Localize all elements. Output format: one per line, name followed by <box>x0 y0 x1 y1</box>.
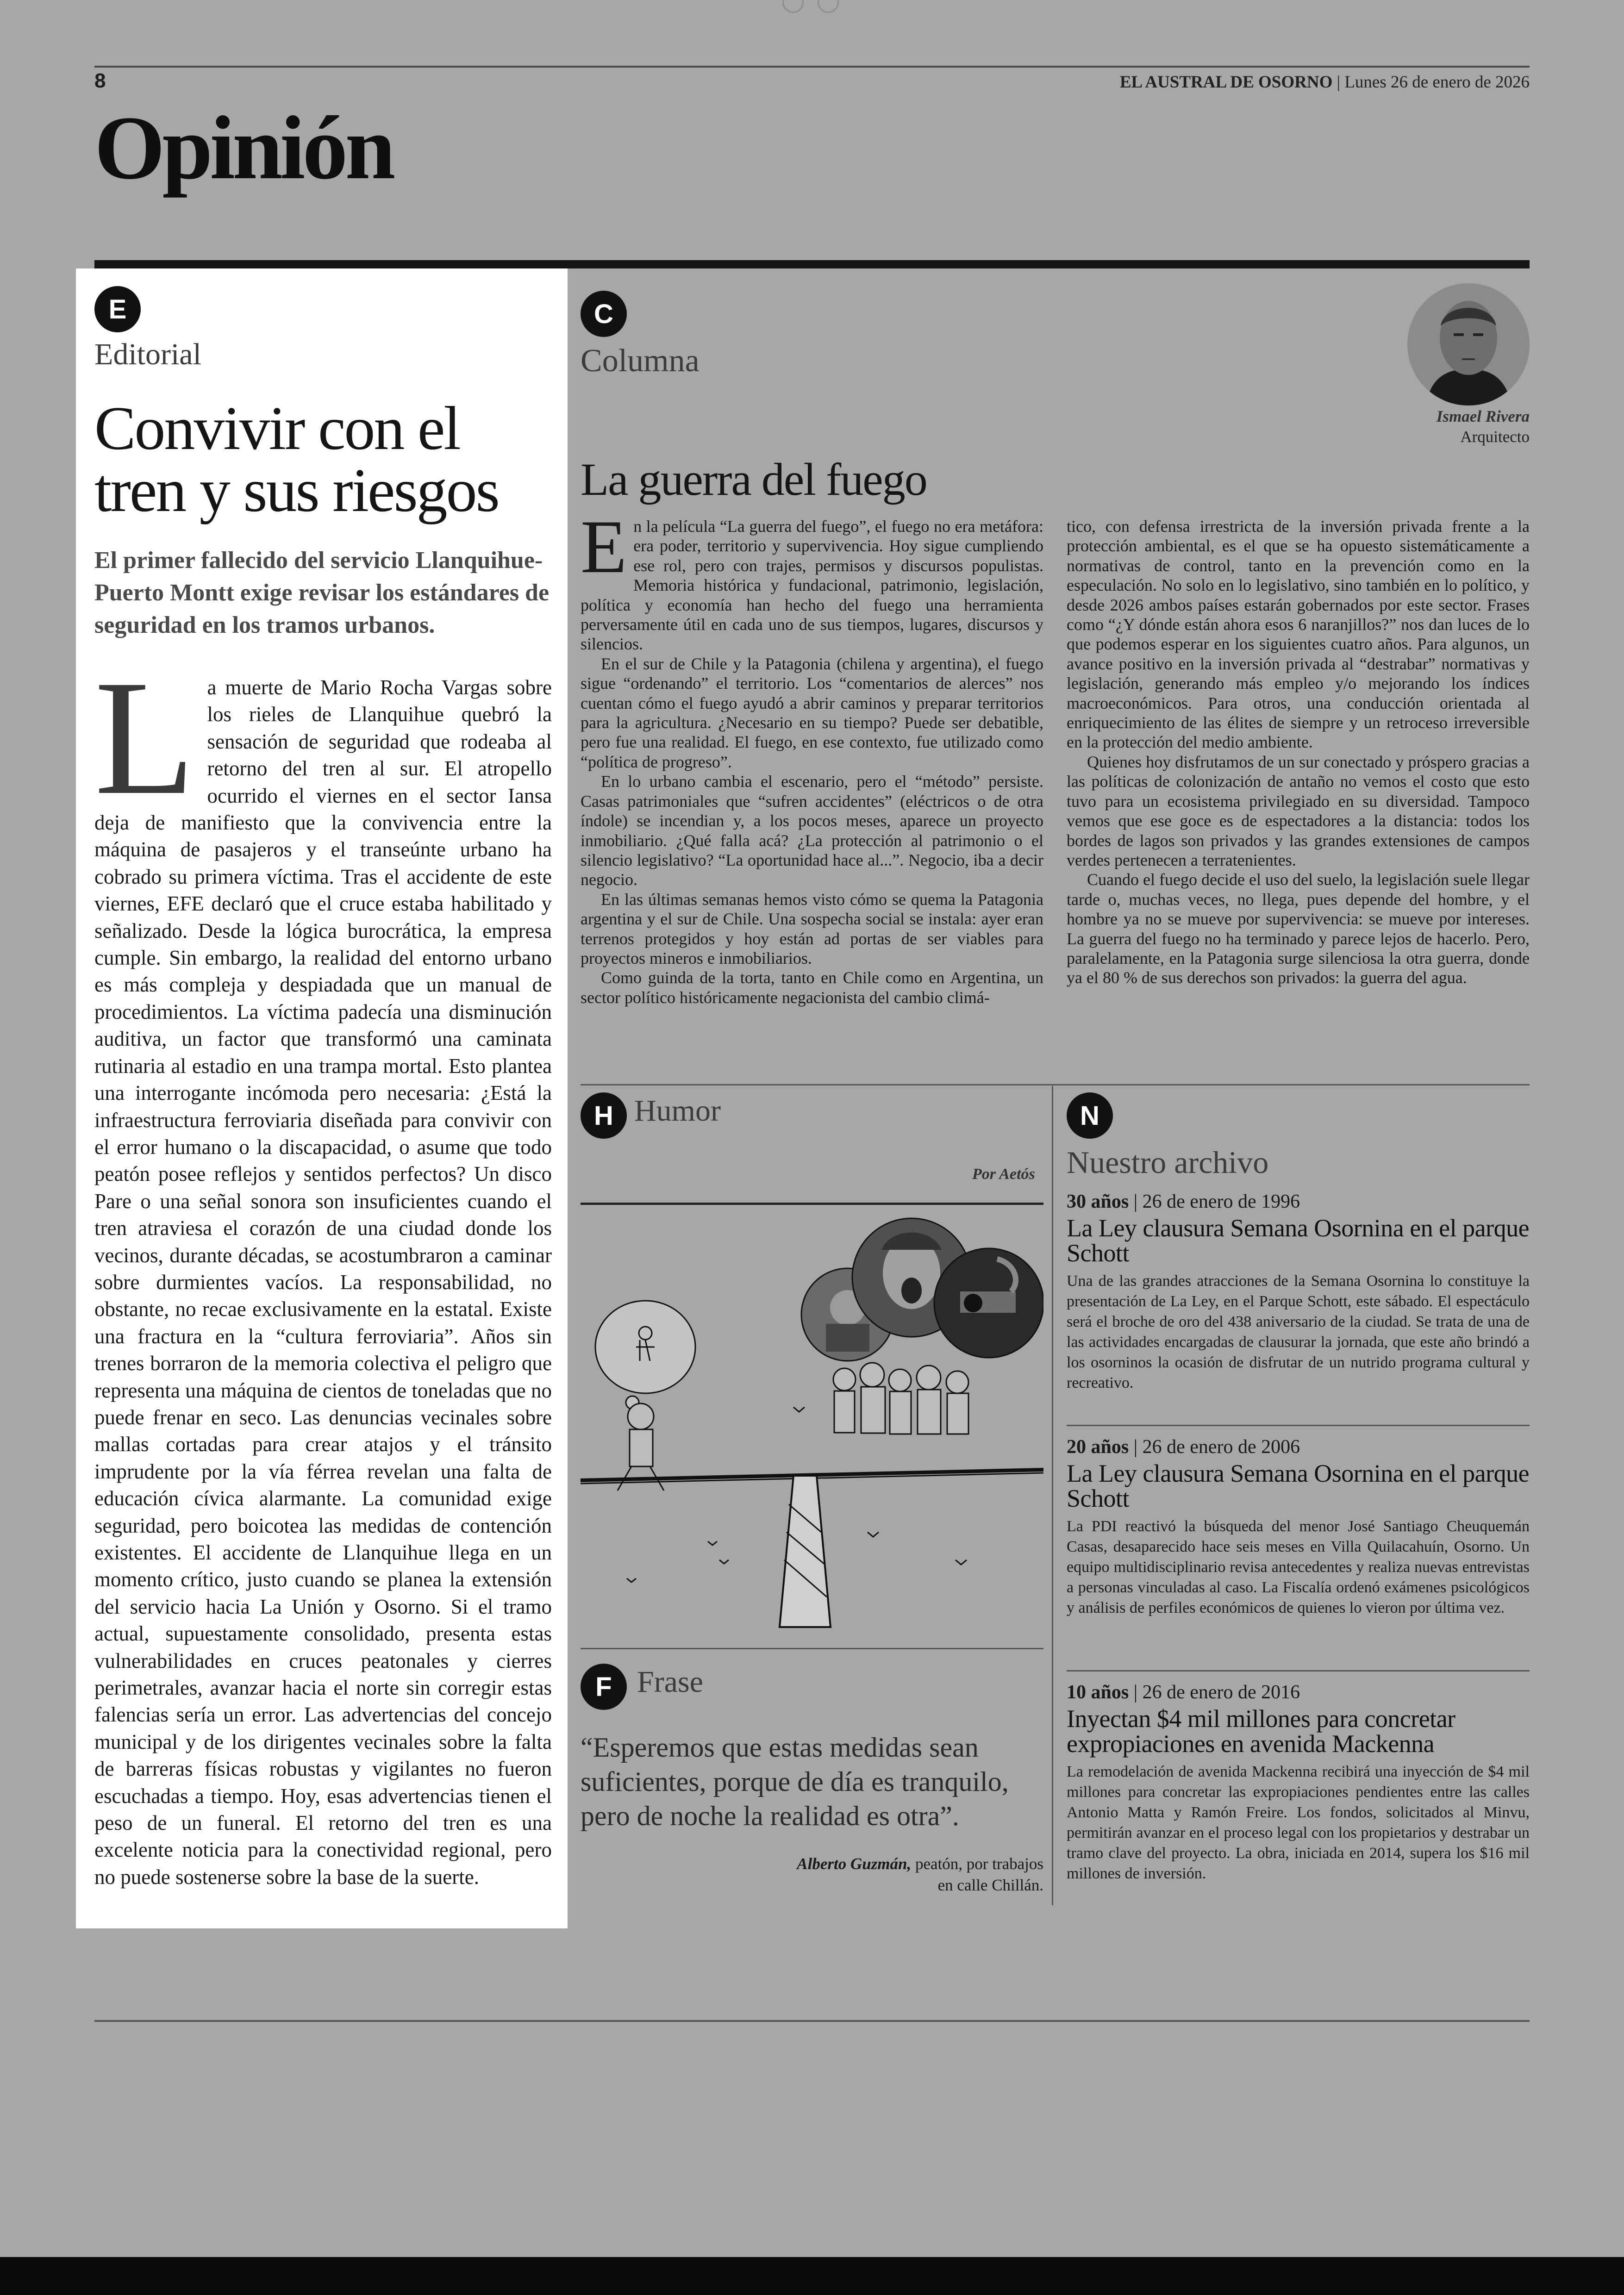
issue-date: Lunes 26 de enero de 2026 <box>1344 73 1530 92</box>
cartoon-illustration-icon <box>581 1208 1043 1634</box>
section-rule <box>94 260 1530 268</box>
humor-bottom-rule <box>581 1648 1043 1649</box>
archive-years-2: 20 años <box>1067 1436 1129 1458</box>
humor-badge: H <box>581 1092 627 1139</box>
archive-rule-1 <box>1067 1425 1530 1426</box>
editorial-body <box>94 647 552 1890</box>
archive-item-2 <box>1067 1436 1530 1618</box>
archive-years-3: 10 años <box>1067 1682 1129 1703</box>
archive-item-1 <box>1067 1191 1530 1393</box>
column-right <box>1067 517 1530 1007</box>
frase-author-detail-1: peatón, por trabajos <box>911 1855 1043 1873</box>
author-portrait-icon <box>1407 283 1530 405</box>
archive-item-3 <box>1067 1681 1530 1884</box>
column-para-3: En lo urbano cambia el escenario, pero el “método” persiste. Casas patrimoniales que “sufren accidentes” (eléctricos o de otra índole) se incendian y, a los pocos meses, aparece un proyecto inmobiliario. ¿Qué falla acá? ¿La protección al patrimonio o el silencio legislativo? “La oportunidad hace al...”. Negocio, iba a decir negocio. <box>581 772 1043 889</box>
editorial-panel <box>76 268 568 1928</box>
frase-author-detail-2: en calle Chillán. <box>937 1876 1043 1894</box>
column-para-7: Quienes hoy disfrutamos de un sur conectado y próspero gracias a las políticas de colonización de antaño no vemos el costo que esto tuvo para un ecosistema privilegiado en su diversidad. Tampoco vemos que ese goce es de espectadores a la distancia: todos los bordes de lagos son privados y las grandes extensiones de campos verdes pertenecen a terratenientes. <box>1067 752 1530 869</box>
editorial-badge: E <box>94 286 141 332</box>
masthead-separator: | <box>1337 73 1341 92</box>
column-para-4: En las últimas semanas hemos visto cómo se quema la Patagonia argentina y el sur de Chile. Una sospecha social se instala: ayer eran terrenos protegidos y hoy están ad portas de ser viables para proyectos mineros e inmobiliarios. <box>581 890 1043 967</box>
author-role: Arquitecto <box>1460 428 1530 446</box>
humor-top-rule <box>581 1203 1043 1205</box>
frase-attribution <box>581 1853 1043 1896</box>
viewer-bottom-bar <box>0 2257 1624 2295</box>
archive-date-2: | 26 de enero de 2006 <box>1133 1436 1300 1458</box>
newspaper-name: EL AUSTRAL DE OSORNO <box>1119 73 1333 92</box>
archive-body-3: La remodelación de avenida Mackenna recibirá una inyección de $4 mil millones para concretar las expropiaciones pendientes entre las calles Antonio Matta y Ramón Freire. Los fondos, solicitados al Minvu, permitirán avanzar en el proceso legal con los propietarios y destrabar un tramo clave del proyecto. La obra, iniciada en 2014, supera los $16 mil millones de inversión. <box>1067 1763 1530 1882</box>
next-dot[interactable] <box>818 0 839 13</box>
column-para-6: tico, con defensa irrestricta de la inversión privada frente a la protección ambiental, es el que se ha opuesto sistemáticamente a normativas de control, tanto en la prevención como en la especulación. No solo en lo legislativo, sino también en lo político, y desde 2026 ambos países estarán gobernados por este sector. Frases como “¿Y dónde están ahora esos 6 naranjillos?” nos dan luces de lo que podemos esperar en los siguientes cuatro años. Para algunos, un avance positivo en la inversión privada al “destrabar” normativas y legislación, generando más empleo y/o mejorando los índices macroeconómicos. Para otros, una conducción orientada al enriquecimiento de las élites de siempre y un retroceso irreversible en la protección del medio ambiente. <box>1067 517 1530 752</box>
archive-headline-2: La Ley clausura Semana Osornina en el parque Schott <box>1067 1459 1530 1512</box>
column-para-8: Cuando el fuego decide el uso del suelo, la legislación suele llegar tarde o, muchas veces, no llega, pues depende del hombre, y el hombre ya no se mueve por supervivencia: se mueve por intereses. La guerra del fuego no ha terminado y parece lejos de hacerlo. Pero, paralelamente, en la Patagonia surge silenciosa la otra guerra, donde ya el 80 % de sus derechos son privados: la guerra del agua. <box>1067 870 1530 987</box>
archive-date-3: | 26 de enero de 2016 <box>1133 1682 1300 1703</box>
archive-body-2: La PDI reactivó la búsqueda del menor José Santiago Cheuquemán Casas, desaparecido hace seis meses en Villa Quilacahuín, Osorno. Un equipo multidisciplinario revisa antecedentes y realiza nuevas entrevistas a personas vinculadas al caso. La Fiscalía ordenó exámenes psicológicos y análisis de perfiles económicos de quienes lo vieron por última vez. <box>1067 1518 1530 1616</box>
section-title: Opinión <box>94 98 393 198</box>
column-para-5: Como guinda de la torta, tanto en Chile como en Argentina, un sector político históricamente negacionista del cambio climá- <box>581 968 1043 1007</box>
editorial-title: Convivir con el tren y sus riesgos <box>94 394 499 524</box>
column-title: La guerra del fuego <box>581 454 927 505</box>
frase-author: Alberto Guzmán, <box>797 1855 912 1873</box>
author-name: Ismael Rivera <box>1436 407 1530 425</box>
editorial-dropcap: L <box>94 647 195 829</box>
column-dropcap: E <box>581 505 627 589</box>
archive-badge: N <box>1067 1092 1113 1139</box>
humor-kicker: Humor <box>634 1094 721 1128</box>
frase-badge: F <box>581 1664 627 1710</box>
archive-body-1: Una de las grandes atracciones de la Semana Osornina lo constituye la presentación de La Ley, en el Parque Schott, este sábado. El espectáculo será el broche de oro del 438 aniversario de la ciudad. Se trata de una de las actividades encargadas de clausurar la jornada, que este año brindó a los osorninos la ocasión de disfrutar de un nutrido programa cultural y recreativo. <box>1067 1272 1530 1391</box>
frase-kicker: Frase <box>637 1665 703 1699</box>
column-body <box>581 505 1530 1007</box>
column-badge: C <box>581 291 627 337</box>
humor-credit: Por Aetós <box>972 1166 1035 1183</box>
archive-headline-3: Inyectan $4 mil millones para concretar expropiaciones en avenida Mackenna <box>1067 1705 1455 1758</box>
editorial-deck: El primer fallecido del servicio Llanquihue-Puerto Montt exige revisar los estándares de seguridad en los tramos urbanos. <box>94 547 550 639</box>
column-para-2: En el sur de Chile y la Patagonia (chilena y argentina), el fuego sigue “ordenando” el territorio. Los “comentarios de alerces” nos cuentan cómo el fuego ayudó a abrir caminos y preparar territorios para la agricultura. ¿Necesario en su tiempo? Puede ser debatible, pero fue una realidad. El fuego, en ese contexto, fue utilizado como “política de progreso”. <box>581 654 1043 771</box>
prev-dot[interactable] <box>782 0 804 13</box>
editorial-kicker: Editorial <box>94 337 201 371</box>
lower-divider <box>1052 1086 1053 1905</box>
header-rule <box>94 66 1530 68</box>
archive-headline-1: La Ley clausura Semana Osornina en el parque Schott <box>1067 1214 1530 1267</box>
editorial-text: a muerte de Mario Rocha Vargas sobre los rieles de Llanquihue quebró la sensación de seguridad que rodeaba al retorno del tren al sur. El atropello ocurrido el viernes en el sector Iansa deja de manifiesto que la convivencia entre la máquina de pasajeros y el transeúnte urbano ha cobrado su primera víctima. Tras el accidente de este viernes, EFE declaró que el cruce estaba habilitado y señalizado. Desde la lógica burocrática, la empresa cumple. Sin embargo, la realidad del entorno urbano es más compleja y despiadada que un manual de procedimientos. La víctima padecía una disminución auditiva, un factor que transformó una caminata rutinaria al estadio en una trampa mortal. Esto plantea una interrogante incómoda pero necesaria: ¿Está la infraestructura ferroviaria diseñada para convivir con el error humano o la discapacidad, o asume que todo peatón posee reflejos y sentidos perfectos? Un disco Pare o una señal sonora son insuficientes cuando el tren atraviesa el corazón de una ciudad donde los vecinos, durante décadas, se acostumbraron a caminar sobre durmientes vacíos. La responsabilidad, no obstante, no recae exclusivamente en la estatal. Existe una fractura en la “cultura ferroviaria”. Años sin trenes borraron de la memoria colectiva el peligro que representa una máquina de cientos de toneladas que no puede frenar en seco. Las denuncias vecinales sobre mallas cortadas para crear atajos y el tránsito imprudente por la vía férrea revelan una falta de educación cívica alarmante. La comunidad exige seguridad, pero boicotea las medidas de contención existentes. El accidente de Llanquihue llega en un momento crítico, justo cuando se planea la extensión del servicio hacia La Unión y Osorno. Si el tramo actual, supuestamente consolidado, presenta estas vulnerabilidades en cruces peatonales y cierres perimetrales, avanzar hacia el norte sin corregir estas falencias sería un error. Las advertencias del concejo municipal y de los dirigentes vecinales sobre la falta de barreras físicas robustas y vigilantes no fueron escuchadas a tiempo. Hoy, esas advertencias tienen el peso de un funeral. El retorno del tren es una excelente noticia para la conectividad regional, pero no puede sostenerse sobre la base de la suerte. <box>94 676 552 1889</box>
footer-rule <box>94 2020 1530 2022</box>
masthead <box>1120 72 1530 92</box>
humor-cartoon <box>581 1208 1043 1634</box>
column-bottom-rule <box>581 1084 1530 1085</box>
column-left <box>581 505 1043 1007</box>
archive-kicker: Nuestro archivo <box>1067 1145 1269 1180</box>
frase-quote: “Esperemos que estas medidas sean suficientes, porque de día es tranquilo, pero de noche la realidad es otra”. <box>581 1732 1009 1831</box>
column-kicker: Columna <box>581 343 700 379</box>
archive-date-1: | 26 de enero de 1996 <box>1133 1191 1300 1212</box>
page-number: 8 <box>94 69 106 92</box>
archive-rule-2 <box>1067 1670 1530 1671</box>
column-para-1: En la película “La guerra del fuego”, el fuego no era metáfora: era poder, territorio y supervivencia. Hoy sigue cumpliendo ese rol, pero con trajes, permisos y discursos populistas. Memoria histórica y fundacional, patrimonio, legislación, política y economía han hecho del fuego una herramienta perversamente útil en cada uno de sus tiempos, lugares, discursos y silencios. <box>581 505 1043 654</box>
author-avatar <box>1407 283 1530 405</box>
page-nav-dots[interactable] <box>782 0 839 13</box>
archive-years-1: 30 años <box>1067 1191 1129 1212</box>
